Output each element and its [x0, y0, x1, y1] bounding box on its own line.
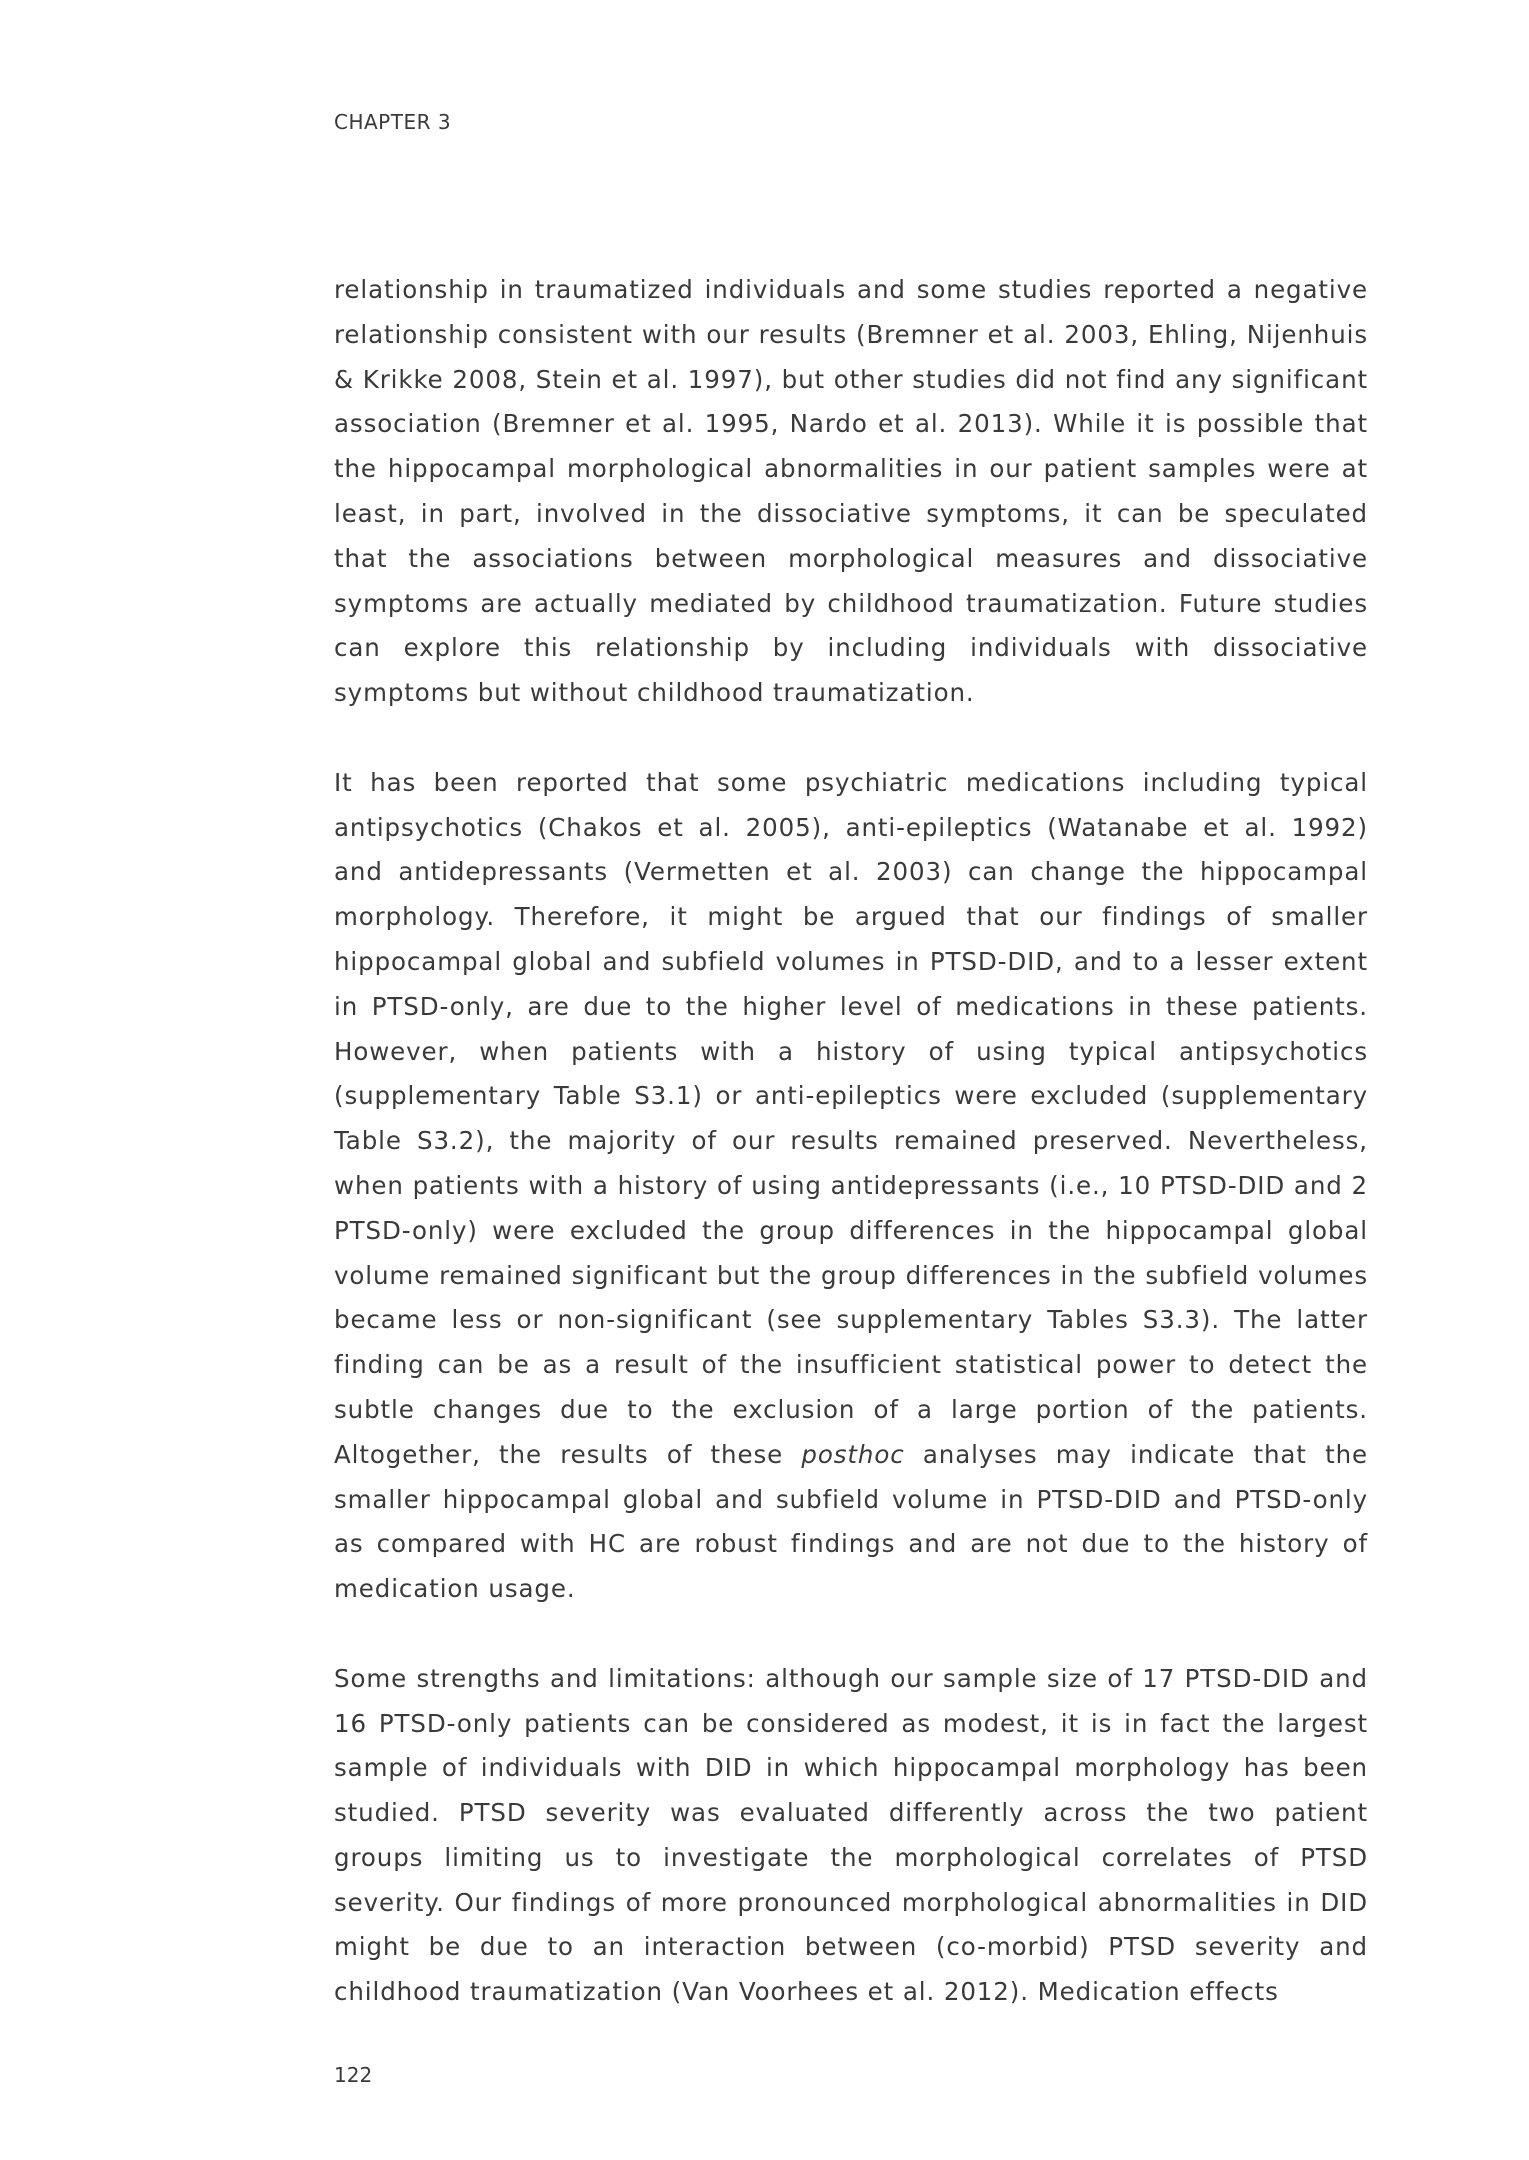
paragraph-3: Some strengths and limitations: although our sample size of 17 PTSD-DID and 16 PTSD-only patients can be considered as modest, it is in fact the largest sample of individuals with DID in which hippocampal morphology has been studied. PTSD severity was evaluated differently across the two patient groups limiting us to investigate the morphological correlates of PTSD severity. Our findings of more pronounced morphological abnormalities in DID might be due to an interaction between (co-morbid) PTSD severity and childhood traumatization (Van Voorhees et al. 2012). Medication effects [334, 1663, 1368, 2007]
paragraph-2-part-2: analyses may indicate that the smaller hippocampal global and subfield volume in PTSD-DID and PTSD-only as compared with HC are robust findings and are not due to the history of medication usage. [334, 1439, 1368, 1604]
running-head: CHAPTER 3 [334, 110, 452, 134]
paragraph-2 [334, 761, 1368, 1612]
italic-term: posthoc [801, 1439, 905, 1469]
body-text [334, 268, 1368, 2015]
paragraph-1: relationship in traumatized individuals and some studies reported a negative relationship consistent with our results (Bremner et al. 2003, Ehling, Nijenhuis & Krikke 2008, Stein et al. 1997), but other studies did not find any significant association (Bremner et al. 1995, Nardo et al. 2013). While it is possible that the hippocampal morphological abnormalities in our patient samples were at least, in part, involved in the dissociative symptoms, it can be speculated that the associations between morphological measures and dissociative symptoms are actually mediated by childhood traumatization. Future studies can explore this relationship by including individuals with dissociative symptoms but without childhood traumatization. [334, 275, 1368, 708]
paragraph-2-part-1: It has been reported that some psychiatric medications including typical antipsychotics (Chakos et al. 2005), anti-epileptics (Watanabe et al. 1992) and antidepressants (Vermetten et al. 2003) can change the hippocampal morphology. Therefore, it might be argued that our findings of smaller hippocampal global and subfield volumes in PTSD-DID, and to a lesser extent in PTSD-only, are due to the higher level of medications in these patients. However, when patients with a history of using typical antipsychotics (supplementary Table S3.1) or anti-epileptics were excluded (supplementary Table S3.2), the majority of our results remained preserved. Nevertheless, when patients with a history of using antidepressants (i.e., 10 PTSD-DID and 2 PTSD-only) were excluded the group differences in the hippocampal global volume remained significant but the group differences in the subfield volumes became less or non-significant (see supplementary Tables S3.3). The latter finding can be as a result of the insufficient statistical power to detect the subtle changes due to the exclusion of a large portion of the patients. Altogether, the results of these [334, 767, 1368, 1469]
page-number: 122 [334, 2063, 373, 2087]
